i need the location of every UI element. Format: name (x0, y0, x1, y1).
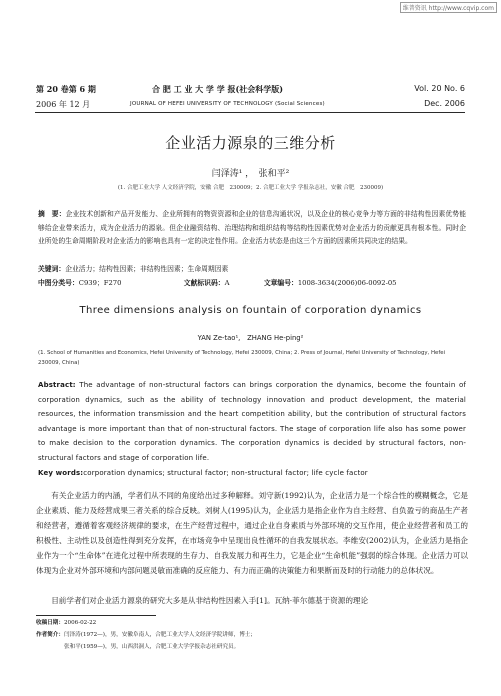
authors-en: YAN Ze-tao¹, ZHANG He-ping² (197, 334, 304, 342)
abstract-text-en: The advantage of non-structural factors can brings corporation the dynamics, become the fountain of corporation dynamics, such as the ability of technology innovation and product development, the material resources, the information transmission and the heart competition ability, but the contribution of structural factors advantage is more important than that of non-structural factors. The stage of corporation life also has some power to make decision to the corporation dynamics. The corporation dynamics is decided by structural factors, non-structural factors and stage of corporation life. (38, 381, 466, 462)
doc-code: A (224, 279, 230, 287)
article-number-label: 文章编号： (263, 279, 298, 287)
source-stamp: 维普资讯 http://www.cqvip.com (400, 2, 497, 13)
journal-title-cn: 合 肥 工 业 大 学 学 报(社会科学版) (152, 84, 284, 94)
footnote-rule (36, 615, 156, 616)
date-en: Dec. 2006 (424, 99, 465, 108)
abstract-label-en: Abstract: (38, 381, 76, 389)
classification-line (38, 277, 466, 291)
keywords-label-cn: 关键词： (38, 265, 66, 273)
body-paragraph-1: 有关企业活力的内涵，学者们从不同的角度给出过多种解释。刘守新(1992)认为，企业活力是一个综合性的模糊概念，它是企业素质、能力及经营成果三者关系的综合反映。刘树人(1995)认为，企业活力是指企业作为自主经营、自负盈亏的商品生产者和经营者，遵循着客观经济规律的要求，在生产经营过程中，通过企业自身素质与外部环境的交互作用，使企业经营者和员工的积极性、主动性以及创造性得到充分发挥，在市场竞争中呈现出良性循环的自我发展状态。李维安(2002)认为，企业活力是指企业作为一个“生命体”在进化过程中所表现的生存力、自我发展力和再生力，它是企业“生命机能”强弱的综合体现。企业活力可以体现为企业对外部环境和内部问题灵敏而准确的反应能力、有力而正确的决策能力和果断而及时的行动能力的总体状况。 (36, 491, 468, 576)
abstract-en (38, 378, 466, 480)
affiliation-cn: (1. 合肥工业大学 人文经济学院，安徽 合肥 230009；2. 合肥工业大学 学报杂志社，安徽 合肥 230009) (117, 185, 384, 191)
author-info-label: 作者简介： (36, 632, 64, 638)
body-paragraph-2: 目前学者们对企业活力源泉的研究大多是从非结构性因素入手[1]。瓦纳·菲尔德基于资源的理论 (51, 596, 369, 605)
received-date: 2006-02-22 (63, 620, 97, 626)
received-date-line (36, 618, 468, 629)
header-rule (35, 112, 465, 113)
keywords-text-cn: 企业活力；结构性因素；非结构性因素；生命周期因素 (65, 265, 229, 273)
author-info-line-2: 张和平(1959—)，男，山西洪洞人，合肥工业大学学报杂志社研究员。 (64, 644, 240, 650)
keywords-cn (38, 263, 466, 277)
volume-en: Vol. 20 No. 6 (414, 84, 465, 93)
article-title-cn: 企业活力源泉的三维分析 (165, 134, 336, 152)
author-info-line-1 (36, 630, 468, 641)
article-number: 1008-3634(2006)06-0092-05 (297, 279, 397, 287)
keywords-label-en: Key words: (38, 468, 84, 477)
received-label: 收稿日期： (36, 620, 64, 626)
author1-info: 闫泽涛(1972—)，男，安徽阜南人，合肥工业大学人文经济学院讲师，博士； (63, 632, 256, 638)
date-cn: 2006 年 12 月 (36, 100, 91, 109)
volume-cn: 第 20 卷第 6 期 (36, 84, 96, 94)
article-title-en: Three dimensions analysis on fountain of corporation dynamics (79, 305, 422, 316)
keywords-text-en: corporation dynamics; structural factor; non-structural factor; life cycle factor (83, 468, 368, 477)
class-label-cn: 中图分类号： (38, 279, 79, 287)
authors-cn: 闫泽涛¹ ， 张和平² (211, 169, 290, 179)
journal-title-en: JOURNAL OF HEFEI UNIVERSITY OF TECHNOLOGY (Social Sciences) (130, 101, 325, 107)
abstract-cn (38, 208, 466, 249)
abstract-text-cn: 企业技术创新和产品开发能力、企业所拥有的物资资源和企业的信息沟通状况，以及企业的核心竞争力等方面的非结构性因素优势能够给企业带来活力，成为企业活力的源泉。但企业融资结构、治理结构和组织结构等结构性因素优势对企业活力的贡献更具有根本性。同时企业所处的生命周期阶段对企业活力的影响也具有一定的决定性作用。企业活力状态是由这三个方面的因素所共同决定的结果。 (38, 210, 467, 246)
class-number: C939；F270 (78, 279, 122, 287)
abstract-label-cn: 摘 要： (38, 210, 66, 218)
affiliation-en: (1. School of Humanities and Economics, Hefei University of Technology, Hefei 230009, China; 2. Press of Journal, Hefei University of Technology, Hefei 230009, China) (38, 350, 446, 366)
doc-code-label: 文献标识码： (183, 279, 225, 287)
